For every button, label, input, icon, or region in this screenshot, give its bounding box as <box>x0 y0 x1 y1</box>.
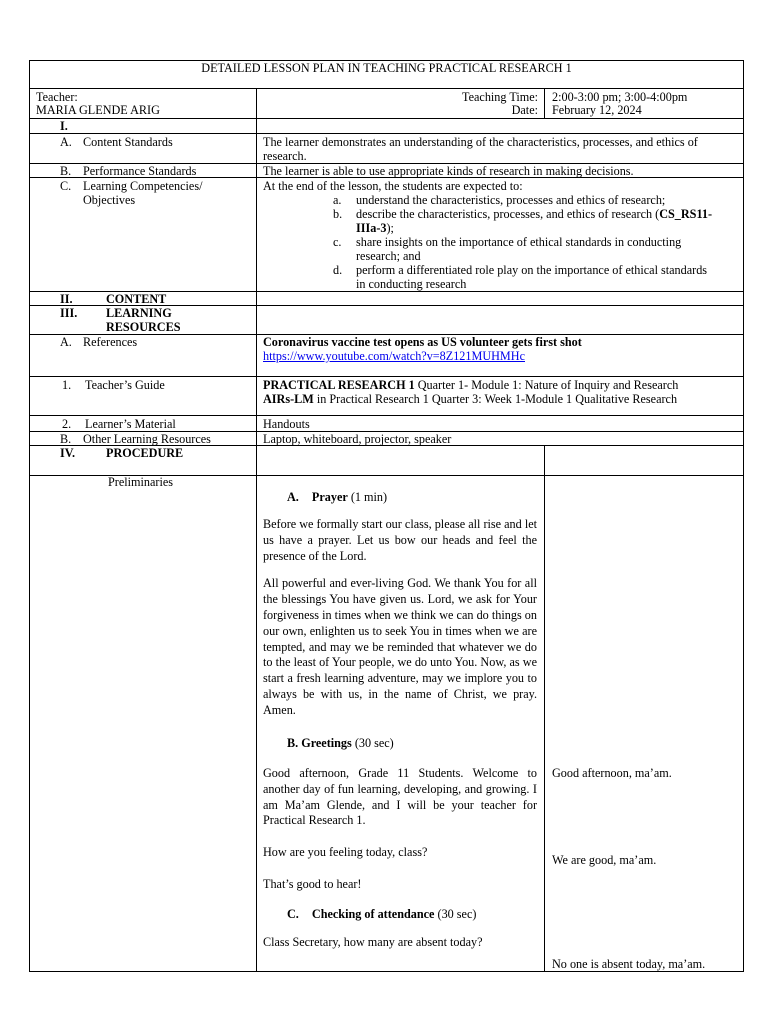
objective-text: describe the characteristics, processes, and ethics of research ( <box>356 207 660 221</box>
objective-text: ); <box>386 221 394 235</box>
greetings-reply: That’s good to hear! <box>263 876 362 891</box>
competency-code: IIIa-3 <box>356 221 387 235</box>
objective-marker: a. <box>333 193 342 207</box>
competencies-intro: At the end of the lesson, the students are expected to: <box>263 179 523 193</box>
attendance-duration: (30 sec) <box>434 907 477 921</box>
section-2-number: II. <box>60 292 73 306</box>
date-label: Date: <box>511 103 538 117</box>
greetings-text: Good afternoon, Grade 11 Students. Welcome to another day of fun learning, developing, and growing. I am Ma’am Glende, and I will be your teacher for Practical Research 1. <box>263 766 537 828</box>
attendance-heading <box>287 907 476 921</box>
greetings-question: How are you feeling today, class? <box>263 845 428 860</box>
objective-item: understand the characteristics, processes and ethics of research; <box>356 193 666 207</box>
objective-item: perform a differentiated role play on the importance of ethical standards <box>356 263 708 277</box>
objective-item-continued <box>356 221 394 235</box>
section-4-label: PROCEDURE <box>106 446 184 460</box>
guide-detail: Quarter 1- Module 1: Nature of Inquiry and Research <box>414 378 679 392</box>
objective-marker: b. <box>333 207 343 221</box>
teacher-name: MARIA GLENDE ARIG <box>36 103 160 117</box>
teaching-time-label: Teaching Time: <box>462 90 538 104</box>
performance-standards-letter: B. <box>60 164 72 178</box>
guide-title: PRACTICAL RESEARCH 1 <box>263 378 415 392</box>
competencies-label: Learning Competencies/ <box>83 179 203 193</box>
other-resources-value: Laptop, whiteboard, projector, speaker <box>263 432 452 446</box>
greetings-heading <box>287 736 394 750</box>
performance-standards-label: Performance Standards <box>83 164 197 178</box>
greetings-title: B. Greetings <box>287 736 352 750</box>
prayer-title: Prayer <box>311 490 348 504</box>
learners-material-number: 2. <box>62 417 72 431</box>
objective-item <box>356 207 712 221</box>
objective-marker: c. <box>333 235 342 249</box>
learners-material-label: Learner’s Material <box>85 417 176 431</box>
teachers-guide-line-1 <box>263 378 678 392</box>
content-standards-text-2: research. <box>263 149 307 163</box>
preliminaries-label: Preliminaries <box>108 475 173 489</box>
document-title: DETAILED LESSON PLAN IN TEACHING PRACTICAL RESEARCH 1 <box>201 61 572 75</box>
content-standards-label: Content Standards <box>83 135 173 149</box>
other-resources-letter: B. <box>60 432 72 446</box>
teachers-guide-line-2 <box>263 392 677 406</box>
prayer-body <box>263 517 537 719</box>
prayer-instruction: Before we formally start our class, please all rise and let us have a prayer. Let us bow our heads and feel the presence of the Lord. <box>263 517 537 563</box>
other-resources-label: Other Learning Resources <box>83 432 211 446</box>
reference-link[interactable]: https://www.youtube.com/watch?v=8Z121MUHMHc <box>263 349 525 363</box>
prayer-heading <box>287 490 387 504</box>
prayer-duration: (1 min) <box>347 490 388 504</box>
student-response: We are good, ma’am. <box>552 853 657 867</box>
teachers-guide-number: 1. <box>62 378 72 392</box>
attendance-question: Class Secretary, how many are absent today? <box>263 935 483 949</box>
teaching-time-value: 2:00-3:00 pm; 3:00-4:00pm <box>552 90 688 104</box>
attendance-letter: C. <box>287 907 299 921</box>
section-1-number: I. <box>60 119 68 133</box>
greetings-duration: (30 sec) <box>351 736 394 750</box>
competencies-label-2: Objectives <box>83 193 136 207</box>
prayer-text: All powerful and ever-living God. We thank You for all the blessings You have given us. Lord, we ask for Your forgiveness in times when we think we can do things on our own, enlighten us to seek You in times when we are tempted, and may we be reminded that whatever we do to the least of Your people, we do unto You. Now, as we start a fresh learning adventure, may we implore you to always be with us, in the name of Christ, we pray. Amen. <box>263 576 537 717</box>
prayer-letter: A. <box>287 490 299 504</box>
references-letter: A. <box>60 335 72 349</box>
greetings-body <box>263 766 537 893</box>
attendance-title: Checking of attendance <box>311 907 435 921</box>
teachers-guide-label: Teacher’s Guide <box>85 378 165 392</box>
reference-title: Coronavirus vaccine test opens as US volunteer gets first shot <box>263 335 582 349</box>
guide-detail: in Practical Research 1 Quarter 3: Week 1-Module 1 Qualitative Research <box>313 392 678 406</box>
section-4-number: IV. <box>60 446 76 460</box>
section-3-label: LEARNING <box>106 306 172 320</box>
content-standards-letter: A. <box>60 135 72 149</box>
student-response: Good afternoon, ma’am. <box>552 766 672 780</box>
section-3-label-2: RESOURCES <box>106 320 181 334</box>
teacher-label: Teacher: <box>36 90 78 104</box>
objective-item: share insights on the importance of ethical standards in conducting <box>356 235 682 249</box>
competency-code: CS_RS11- <box>659 207 713 221</box>
student-response: No one is absent today, ma’am. <box>552 957 706 971</box>
competencies-letter: C. <box>60 179 72 193</box>
learners-material-value: Handouts <box>263 417 310 431</box>
objective-item-continued: in conducting research <box>356 277 467 291</box>
objective-item-continued: research; and <box>356 249 421 263</box>
performance-standards-text: The learner is able to use appropriate kinds of research in making decisions. <box>263 164 634 178</box>
section-2-label: CONTENT <box>106 292 167 306</box>
objective-marker: d. <box>333 263 343 277</box>
date-value: February 12, 2024 <box>552 103 642 117</box>
references-label: References <box>83 335 138 349</box>
content-standards-text-1: The learner demonstrates an understanding of the characteristics, processes, and ethics of <box>263 135 698 149</box>
guide-title: AIRs-LM <box>263 392 314 406</box>
section-3-number: III. <box>60 306 78 320</box>
